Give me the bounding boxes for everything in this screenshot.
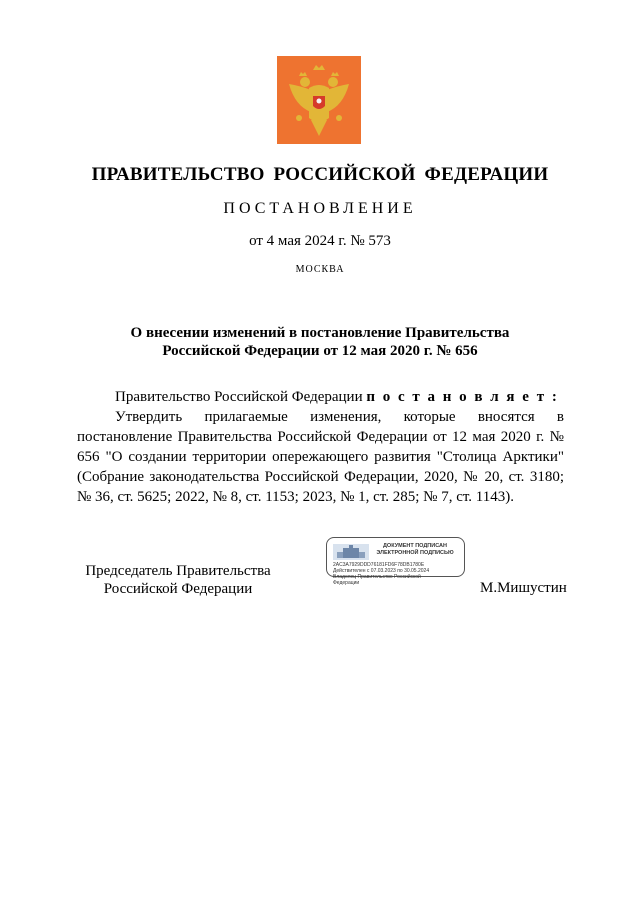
signatory-name: М.Мишустин <box>480 580 567 596</box>
government-building-icon <box>333 544 369 560</box>
resolves-word: п о с т а н о в л я е т : <box>366 389 559 405</box>
document-type: ПОСТАНОВЛЕНИЕ <box>223 200 417 217</box>
signatory-position <box>78 562 278 598</box>
stamp-owner-line-1: Владелец Правительство Российской <box>333 574 421 580</box>
stamp-validity: Действителен с 07.03.2023 по 30.05.2024 <box>333 568 430 574</box>
stamp-heading-line-2: ЭЛЕКТРОННОЙ ПОДПИСЬЮ <box>376 550 454 556</box>
document-title <box>0 324 640 360</box>
organization-name: ПРАВИТЕЛЬСТВО РОССИЙСКОЙ ФЕДЕРАЦИИ <box>91 164 549 185</box>
document-date-number: от 4 мая 2024 г. № 573 <box>249 233 391 249</box>
position-line-1: Председатель Правительства <box>85 563 271 579</box>
double-headed-eagle-icon <box>277 56 361 144</box>
title-line-2: Российской Федерации от 12 мая 2020 г. № 656 <box>162 343 478 359</box>
stamp-heading-line-1: ДОКУМЕНТ ПОДПИСАН <box>383 543 447 549</box>
document-city: МОСКВА <box>295 264 345 275</box>
title-line-1: О внесении изменений в постановление Правительства <box>130 325 510 341</box>
position-line-2: Российской Федерации <box>103 581 253 597</box>
intro-paragraph <box>77 387 564 407</box>
electronic-signature-stamp <box>326 537 465 586</box>
stamp-owner-line-2: Федерации <box>333 580 360 586</box>
stamp-heading <box>371 543 459 557</box>
intro-text: Правительство Российской Федерации <box>115 389 367 405</box>
stamp-certificate: 2AC3A7929DDD76181FD6F78DB1780E <box>333 562 425 568</box>
coat-of-arms-emblem <box>277 56 361 144</box>
main-paragraph: Утвердить прилагаемые изменения, которые вносятся в постановление Правительства Российской Федерации от 12 мая 2020 г. № 656 "О создании территории опережающего развития "Столица Арктики" (Собрание законодательства Российской Федерации, 2020, № 20, ст. 3180; № 36, ст. 5625; 2022, № 8, ст. 1153; 2023, № 1, ст. 285; № 7, ст. 1143). <box>77 409 564 505</box>
document-body <box>77 387 564 507</box>
